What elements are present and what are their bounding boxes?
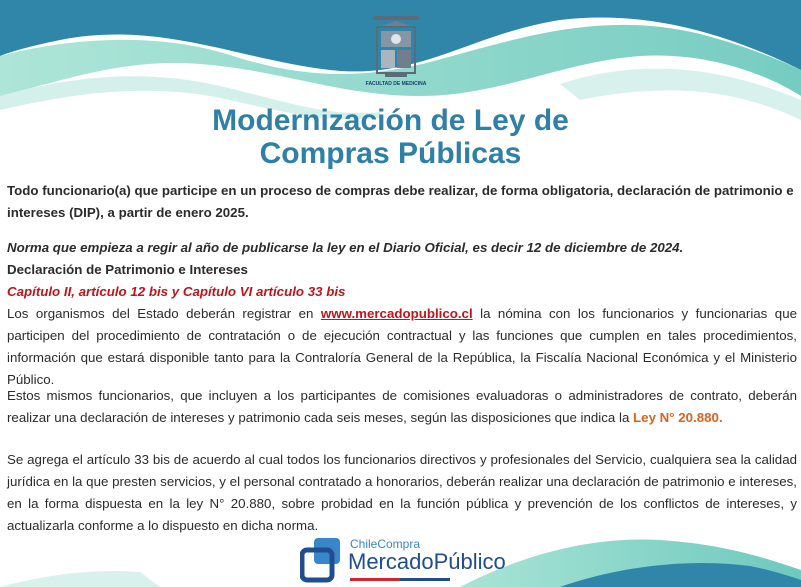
brand-underline-blue [400, 578, 450, 581]
mercadopublico-link[interactable]: www.mercadopublico.cl [320, 306, 473, 321]
paragraph-declaracion [7, 385, 797, 429]
brand-chilecompra: ChileCompra [350, 537, 421, 551]
norma-note: Norma que empieza a regir al año de publicarse la ley en el Diario Oficial, es decir 12 de diciembre de 2024. [7, 240, 684, 255]
faculty-crest-logo [367, 14, 425, 96]
para2-text: Estos mismos funcionarios, que incluyen a los participantes de comisiones evaluadoras o administradores de contrato, deberán realizar una declaración de intereses y patrimonio cada seis meses, según las disposiciones que indica la [7, 388, 797, 425]
ley-20880-reference: Ley N° 20.880. [633, 410, 723, 425]
paragraph-registro [7, 303, 797, 391]
page-title [0, 104, 781, 170]
chapter-reference: Capítulo II, artículo 12 bis y Capítulo VI artículo 33 bis [7, 284, 346, 299]
intro-paragraph: Todo funcionario(a) que participe en un proceso de compras debe realizar, de forma obligatoria, declaración de patrimonio e intereses (DIP), a partir de enero 2025. [7, 183, 794, 220]
mercadopublico-mark-icon [300, 534, 346, 584]
mercadopublico-logo [300, 534, 510, 584]
crest-caption: FACULTAD DE MEDICINA [365, 81, 427, 87]
title-line-1: Modernización de Ley de [212, 104, 569, 137]
paragraph-articulo-33bis: Se agrega el artículo 33 bis de acuerdo al cual todos los funcionarios directivos y profesionales del Servicio, cualquiera sea la calidad jurídica en la que presten servicios, y el personal contratado a honorarios, deberán realizar una declaración de patrimonio e intereses, en la forma dispuesta en la ley N° 20.880, sobre probidad en la función pública y prevención de los conflictos de intereses, y actualizarla conforme a lo dispuesto en dicha norma. [7, 452, 797, 533]
para1-before: Los organismos del Estado deberán registrar en [7, 306, 321, 321]
brand-mercadopublico: MercadoPúblico [348, 549, 506, 574]
title-line-2: Compras Públicas [259, 137, 522, 170]
section-heading: Declaración de Patrimonio e Intereses [7, 262, 248, 277]
para1-after: la nómina con los funcionarios y funcionarias que participen del procedimiento de contratación o de ejecución contractual y las funciones que cumplen en tales procedimientos, información que estará disponible tanto para la Contraloría General de la República, la Fiscalía Nacional Económica y el Ministerio Público. [7, 306, 797, 387]
